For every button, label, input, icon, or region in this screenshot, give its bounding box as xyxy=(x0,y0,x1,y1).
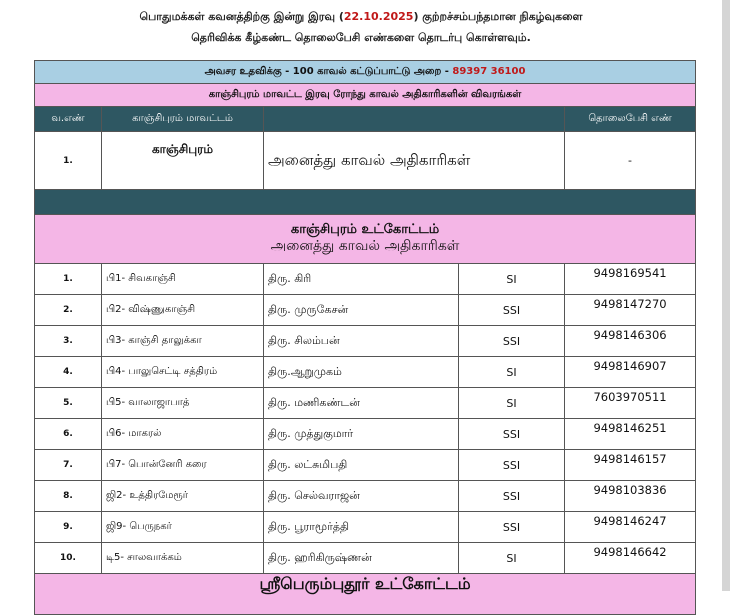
table-row xyxy=(35,512,696,543)
row-sno: 3. xyxy=(35,326,102,357)
notice-text-after: ) குற்றச்சம்பந்தமான நிகழ்வுகளை xyxy=(413,10,583,23)
row-station: பி4- பாலுசெட்டி சத்திரம் xyxy=(102,357,264,388)
row-name: திரு. முத்துகுமார் xyxy=(264,419,459,450)
table-row xyxy=(35,326,696,357)
row-sno: 4. xyxy=(35,357,102,388)
table-row xyxy=(35,388,696,419)
subdivision-header-row-2 xyxy=(35,574,696,615)
row-station: பி3- காஞ்சி தாலுக்கா xyxy=(102,326,264,357)
helpline-row xyxy=(35,61,696,84)
row-name: திரு. மணிகண்டன் xyxy=(264,388,459,419)
row-station: ஜி2- உத்திரமேரூர் xyxy=(102,481,264,512)
notice-line-1 xyxy=(0,10,722,25)
row-phone: 9498146306 xyxy=(565,326,696,357)
table-header-row xyxy=(35,107,696,132)
row-phone: 9498146251 xyxy=(565,419,696,450)
row-rank: SSI xyxy=(459,419,565,450)
all-row-label: அனைத்து காவல் அதிகாரிகள் xyxy=(264,132,565,190)
row-name: திரு.ஆறுமுகம் xyxy=(264,357,459,388)
row-rank: SI xyxy=(459,388,565,419)
row-phone: 9498146642 xyxy=(565,543,696,574)
row-sno: 2. xyxy=(35,295,102,326)
all-row-district: காஞ்சிபுரம் xyxy=(102,132,264,190)
notice-text-before: பொதுமக்கள் கவனத்திற்கு இன்று இரவு ( xyxy=(139,10,344,23)
row-rank: SSI xyxy=(459,295,565,326)
row-sno: 9. xyxy=(35,512,102,543)
subdivision-header-row xyxy=(35,215,696,264)
row-phone: 9498147270 xyxy=(565,295,696,326)
row-name: திரு. பூராமூர்த்தி xyxy=(264,512,459,543)
row-name: திரு. செல்வராஜன் xyxy=(264,481,459,512)
row-sno: 5. xyxy=(35,388,102,419)
subdivision-title-2: ஸ்ரீபெரும்புதூர் உட்கோட்டம் xyxy=(35,574,696,615)
row-name: திரு. முருகேசன் xyxy=(264,295,459,326)
page-edge xyxy=(722,0,730,591)
row-phone: 9498103836 xyxy=(565,481,696,512)
row-name: திரு. ஹரிகிருஷ்ணன் xyxy=(264,543,459,574)
row-sno: 10. xyxy=(35,543,102,574)
header-sno: வ.எண் xyxy=(35,107,102,132)
helpline-label: அவசர உதவிக்கு - 100 காவல் கட்டுப்பாட்டு அறை - xyxy=(204,66,453,77)
table-row xyxy=(35,264,696,295)
row-rank: SSI xyxy=(459,481,565,512)
row-station: டி5- சாலவாக்கம் xyxy=(102,543,264,574)
row-sno: 8. xyxy=(35,481,102,512)
row-rank: SI xyxy=(459,357,565,388)
row-station: ஜி9- பெருநகர் xyxy=(102,512,264,543)
row-rank: SSI xyxy=(459,512,565,543)
notice-date: 22.10.2025 xyxy=(343,10,414,23)
row-name: திரு. சிலம்பன் xyxy=(264,326,459,357)
row-sno: 7. xyxy=(35,450,102,481)
table-title-row xyxy=(35,84,696,107)
table-row xyxy=(35,357,696,388)
row-rank: SI xyxy=(459,543,565,574)
all-row-phone: - xyxy=(565,132,696,190)
row-phone: 7603970511 xyxy=(565,388,696,419)
row-name: திரு. லட்சுமிபதி xyxy=(264,450,459,481)
row-rank: SSI xyxy=(459,450,565,481)
notice-line-2: தெரிவிக்க கீழ்கண்ட தொலைபேசி எண்களை தொடர்பு கொள்ளவும். xyxy=(191,31,531,44)
row-sno: 1. xyxy=(35,264,102,295)
header-district: காஞ்சிபுரம் மாவட்டம் xyxy=(102,107,264,132)
helpline-cell xyxy=(35,61,696,84)
subdivision-title: காஞ்சிபுரம் உட்கோட்டம் xyxy=(290,222,440,237)
row-station: பி1- சிவகாஞ்சி xyxy=(102,264,264,295)
table-row xyxy=(35,295,696,326)
table-row xyxy=(35,450,696,481)
divider-row xyxy=(35,190,696,215)
helpline-number: 89397 36100 xyxy=(452,66,526,77)
table-row xyxy=(35,481,696,512)
patrol-officers-table xyxy=(34,60,696,615)
row-rank: SSI xyxy=(459,326,565,357)
row-rank: SI xyxy=(459,264,565,295)
row-phone: 9498146247 xyxy=(565,512,696,543)
header-blank xyxy=(264,107,565,132)
row-phone: 9498146157 xyxy=(565,450,696,481)
table-title: காஞ்சிபுரம் மாவட்ட இரவு ரோந்து காவல் அதிகாரிகளின் விவரங்கள் xyxy=(35,84,696,107)
table-row xyxy=(35,419,696,450)
subdivision-header xyxy=(35,215,696,264)
row-name: திரு. கிரி xyxy=(264,264,459,295)
row-phone: 9498169541 xyxy=(565,264,696,295)
all-officers-row xyxy=(35,132,696,190)
row-station: பி7- பொன்னேரி கரை xyxy=(102,450,264,481)
row-phone: 9498146907 xyxy=(565,357,696,388)
row-station: பி6- மாகரல் xyxy=(102,419,264,450)
subdivision-subtitle: அனைத்து காவல் அதிகாரிகள் xyxy=(270,238,460,254)
table-row xyxy=(35,543,696,574)
row-station: பி5- வாலாஜாபாத் xyxy=(102,388,264,419)
header-phone: தொலைபேசி எண் xyxy=(565,107,696,132)
row-station: பி2- விஷ்ணுகாஞ்சி xyxy=(102,295,264,326)
row-sno: 6. xyxy=(35,419,102,450)
all-row-sno: 1. xyxy=(35,132,102,190)
